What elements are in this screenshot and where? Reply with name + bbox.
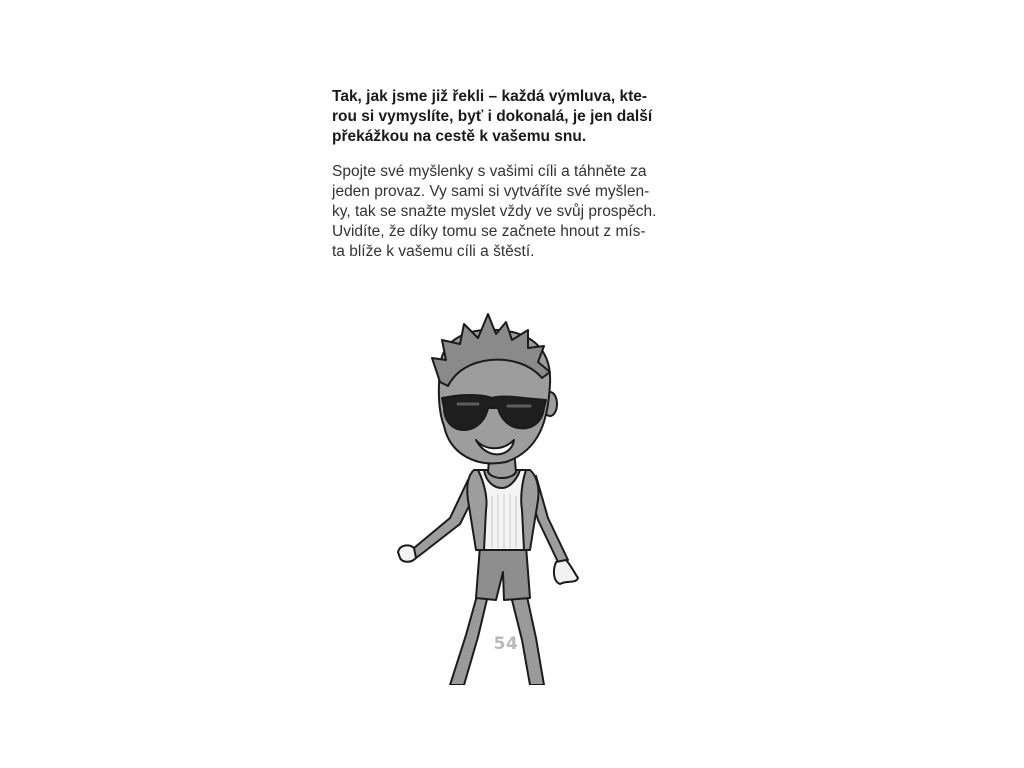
body-line: Uvidíte, že díky tomu se začnete hnout z mís- [332, 223, 646, 240]
lead-paragraph [332, 87, 684, 147]
page-number: 54 [493, 634, 519, 654]
shorts [476, 546, 530, 600]
body-line: Spojte své myšlenky s vašimi cíli a táhněte za [332, 163, 647, 180]
body-paragraph [332, 162, 688, 262]
lead-line: rou si vymyslíte, byť i dokonalá, je jen další [332, 108, 653, 125]
right-hand [554, 560, 578, 584]
cartoon-man-illustration [380, 300, 600, 685]
body-line: jeden provaz. Vy sami si vytváříte své myšlen- [332, 183, 650, 200]
lead-line: Tak, jak jsme již řekli – každá výmluva, kte- [332, 88, 648, 105]
body-line: ky, tak se snažte myslet vždy ve svůj prospěch. [332, 203, 657, 220]
lead-line: překážkou na cestě k vašemu snu. [332, 128, 587, 145]
body-line: ta blíže k vašemu cíli a štěstí. [332, 243, 535, 260]
left-hand [398, 545, 416, 561]
